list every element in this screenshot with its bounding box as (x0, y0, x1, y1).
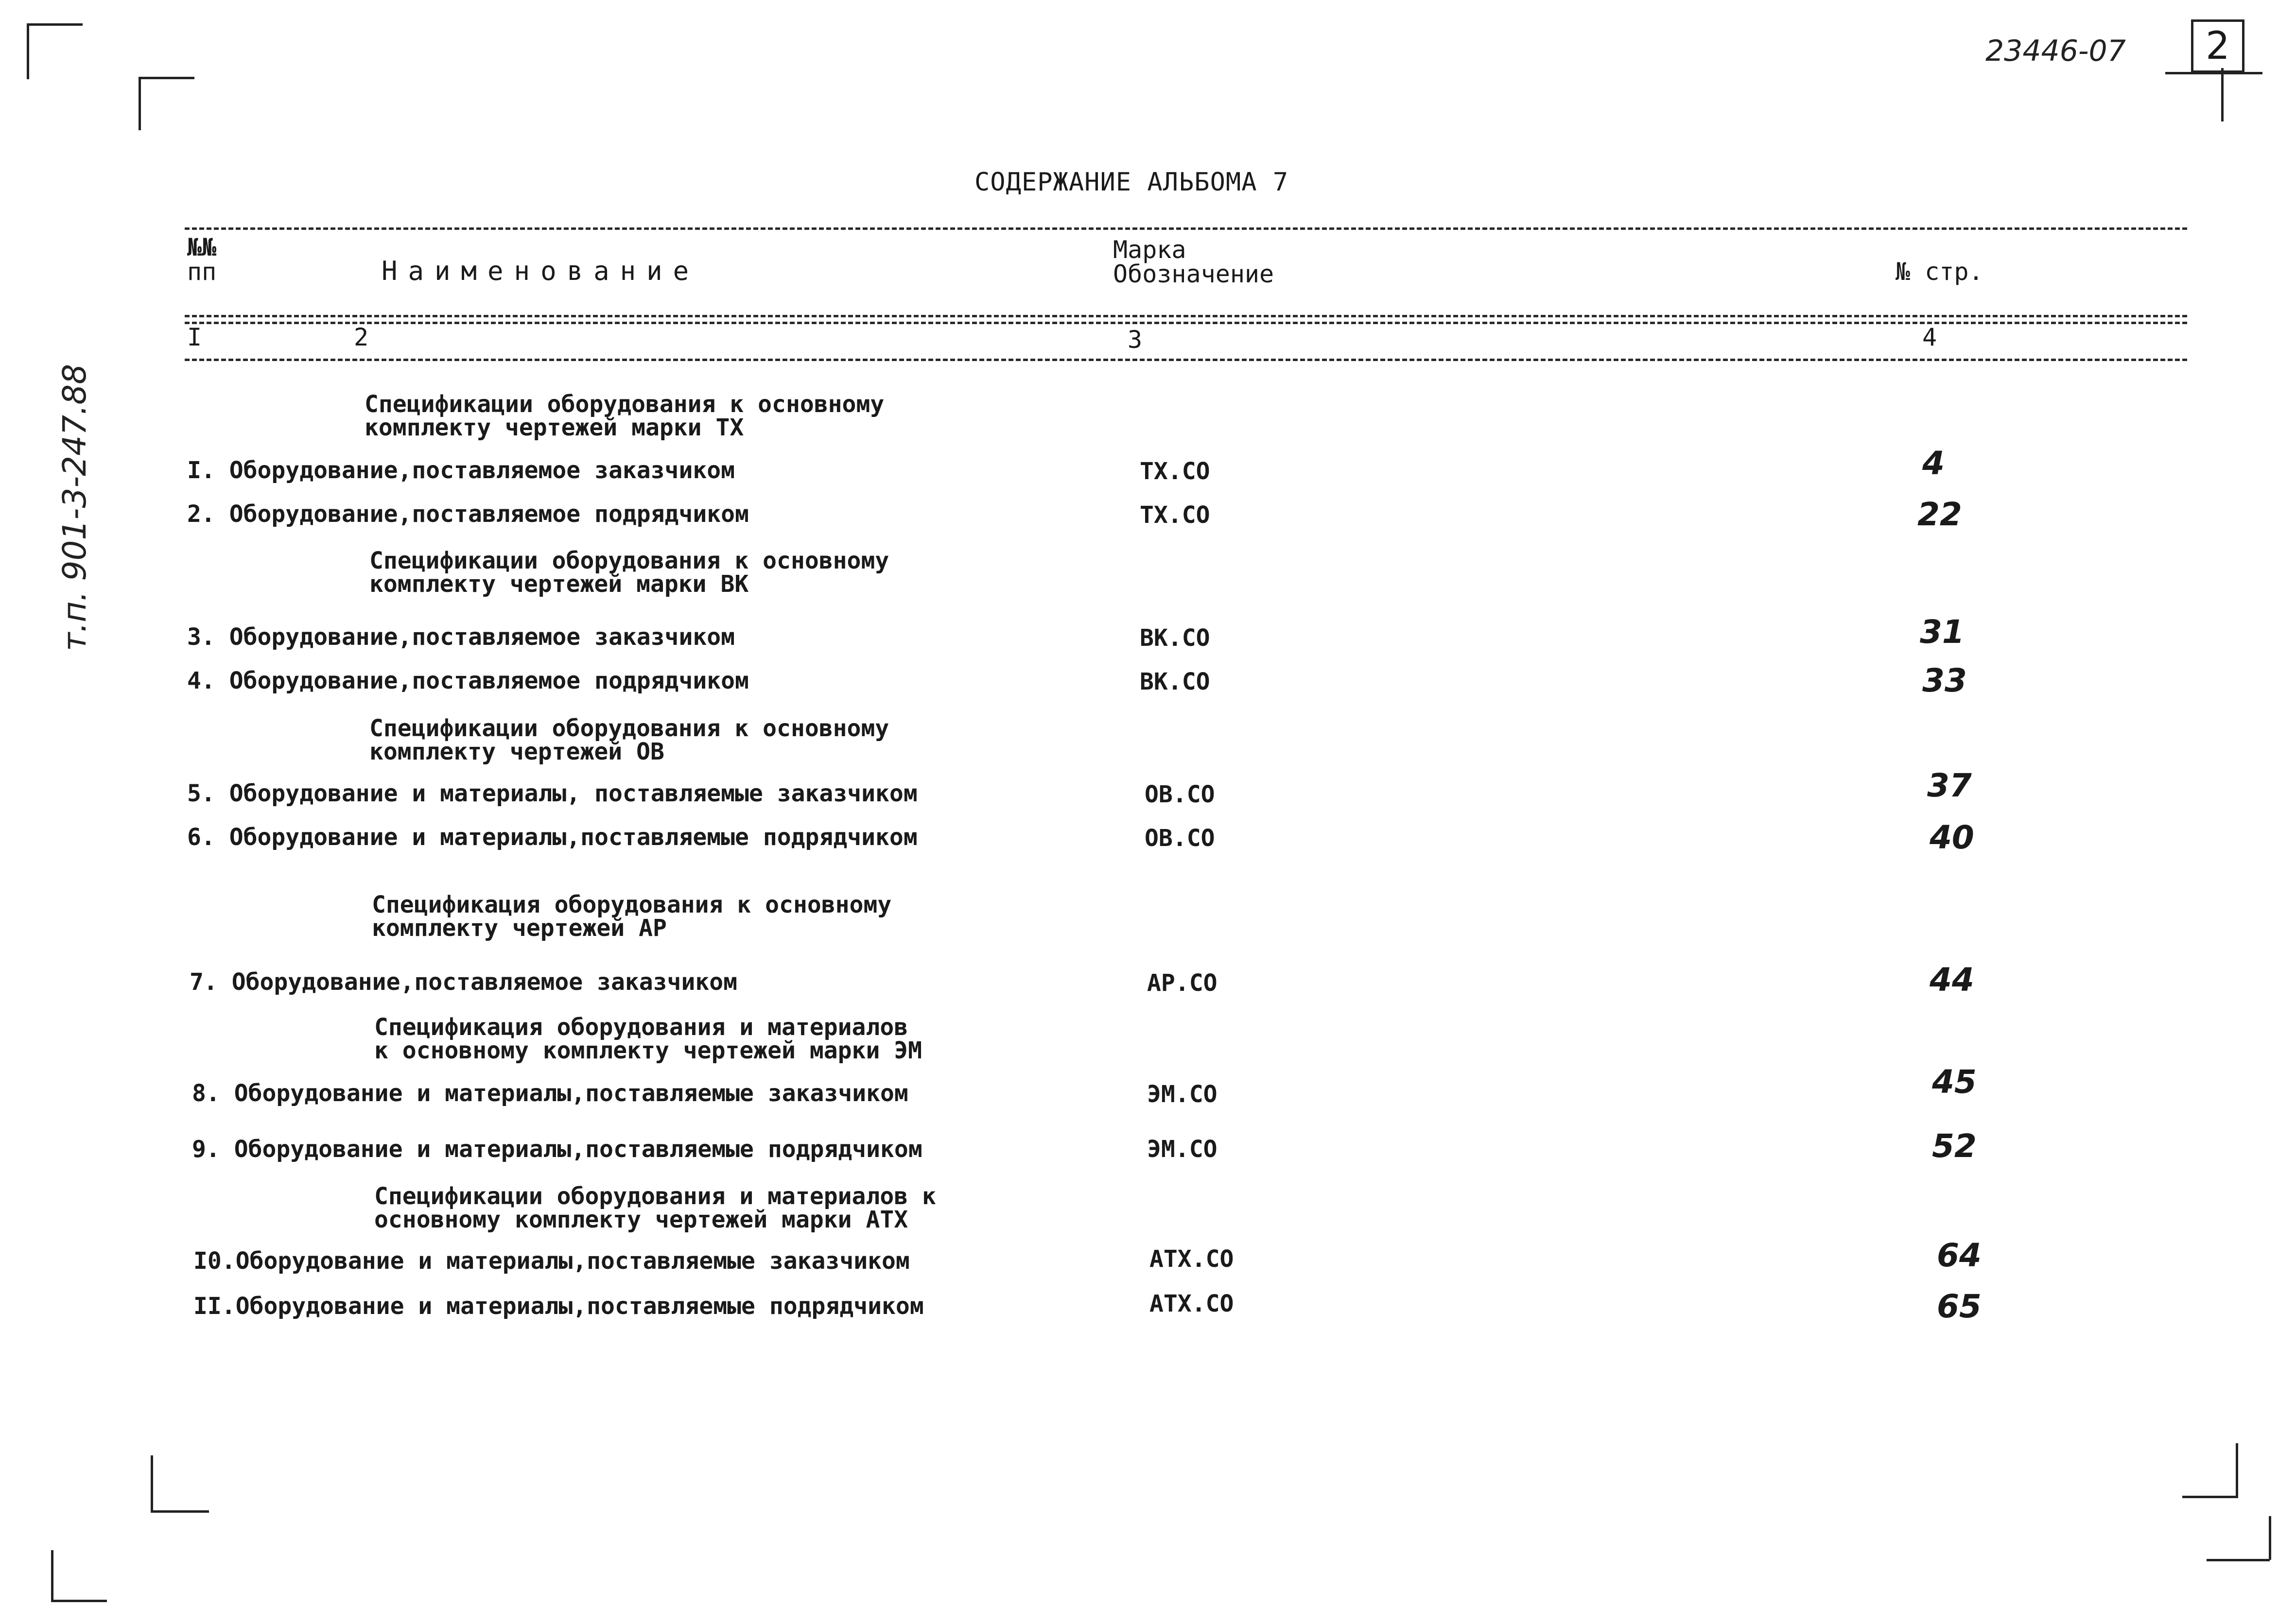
table-row-page: 64 (1937, 1237, 1982, 1274)
section-heading (365, 393, 884, 439)
crop-mark (151, 1510, 209, 1513)
section-heading (374, 1016, 922, 1062)
section-heading-line1: Спецификации оборудования к основному (365, 391, 885, 418)
crop-mark (2236, 1443, 2238, 1497)
album-number-note: 23446-07 (1985, 34, 2126, 68)
section-heading-line2: основному комплекту чертежей марки АТХ (374, 1206, 908, 1233)
table-row-label: 3. Оборудование,поставляемое заказчиком (187, 623, 735, 651)
section-heading-line2: комплекту чертежей марки ТХ (365, 414, 744, 441)
table-row-page: 4 (1922, 445, 1945, 482)
section-heading-line2: комплекту чертежей АР (372, 915, 667, 942)
crop-mark (2182, 1496, 2238, 1498)
section-heading-line2: комплекту чертежей ОВ (369, 738, 664, 765)
crop-mark (139, 77, 194, 79)
header-num-line1: №№ (187, 233, 217, 261)
column-number: 3 (1128, 326, 1143, 354)
table-row-page: 52 (1932, 1127, 1977, 1165)
table-row-code: ВК.СО (1140, 624, 1210, 652)
table-row-page: 37 (1927, 767, 1972, 804)
table-row-label: I. Оборудование,поставляемое заказчиком (187, 457, 735, 484)
table-row-page: 33 (1922, 662, 1967, 699)
crop-mark (51, 1600, 107, 1602)
header-mark-line2: Обозначение (1113, 260, 1274, 288)
table-row-label: 2. Оборудование,поставляемое подрядчиком (187, 501, 749, 528)
section-heading (372, 893, 891, 940)
table-row-code: ЭМ.СО (1147, 1136, 1218, 1163)
vertical-project-code: т.п. 901-3-247.88 (56, 363, 93, 651)
table-row-code: АТХ.СО (1149, 1245, 1234, 1273)
header-num-line2: пп (187, 258, 217, 286)
table-row-code: ОВ.СО (1145, 781, 1215, 808)
table-rule-header-2 (185, 322, 2187, 324)
crop-mark (51, 1550, 53, 1601)
table-row-code: ОВ.СО (1145, 825, 1215, 852)
table-row-code: ЭМ.СО (1147, 1081, 1218, 1108)
crop-mark (151, 1455, 153, 1511)
table-row-code: ТХ.СО (1140, 458, 1210, 485)
table-row-code: АТХ.СО (1149, 1290, 1234, 1317)
section-heading-line2: комплекту чертежей марки ВК (369, 570, 749, 598)
crop-mark (2207, 1559, 2270, 1561)
section-heading-line1: Спецификация оборудования и материалов (374, 1014, 908, 1041)
table-row-page: 45 (1932, 1063, 1977, 1101)
column-number: 2 (354, 323, 369, 351)
header-mark-line1: Марка (1113, 236, 1186, 264)
section-heading-line2: к основному комплекту чертежей марки ЭМ (374, 1037, 922, 1064)
section-heading-line1: Спецификация оборудования к основному (372, 891, 892, 918)
header-name: Наименование (382, 256, 700, 286)
table-row-code: ВК.СО (1140, 668, 1210, 695)
crop-mark (2221, 68, 2224, 121)
table-row-code: АР.СО (1147, 969, 1218, 997)
table-row-page: 65 (1937, 1288, 1982, 1325)
table-rule-top (185, 227, 2187, 230)
table-row-page: 44 (1930, 961, 1974, 999)
crop-mark (27, 23, 83, 26)
crop-mark (2269, 1516, 2271, 1560)
table-row-label: 4. Оборудование,поставляемое подрядчиком (187, 667, 749, 694)
table-row-label: 9. Оборудование и материалы,поставляемые подрядчиком (192, 1136, 922, 1163)
table-row-label: 5. Оборудование и материалы, поставляемые заказчиком (187, 780, 918, 807)
page-title: СОДЕРЖАНИЕ АЛЬБОМА 7 (974, 168, 1289, 197)
section-heading-line1: Спецификации оборудования и материалов к (374, 1183, 936, 1210)
table-row-label: II.Оборудование и материалы,поставляемые подрядчиком (193, 1293, 924, 1320)
table-row-label: 7. Оборудование,поставляемое заказчиком (190, 968, 738, 996)
section-heading-line1: Спецификации оборудования к основному (369, 547, 889, 574)
sheet-number-box: 2 (2191, 19, 2244, 73)
section-heading (369, 717, 889, 763)
table-row-label: I0.Оборудование и материалы,поставляемые заказчиком (193, 1247, 910, 1275)
table-row-code: ТХ.СО (1140, 501, 1210, 529)
table-row-page: 31 (1920, 613, 1965, 651)
column-number: I (187, 323, 202, 351)
table-row-label: 8. Оборудование и материалы,поставляемые заказчиком (192, 1080, 908, 1107)
crop-mark (139, 77, 141, 130)
table-rule-colnums (185, 359, 2187, 361)
table-row-label: 6. Оборудование и материалы,поставляемые подрядчиком (187, 824, 918, 851)
table-rule-header (185, 315, 2187, 317)
column-number: 4 (1922, 323, 1937, 351)
table-row-page: 40 (1930, 819, 1974, 856)
header-page: № стр. (1896, 258, 1983, 286)
table-row-page: 22 (1917, 496, 1962, 533)
section-heading (369, 549, 889, 596)
section-heading (374, 1185, 936, 1231)
crop-mark (27, 23, 29, 79)
section-heading-line1: Спецификации оборудования к основному (369, 715, 889, 742)
